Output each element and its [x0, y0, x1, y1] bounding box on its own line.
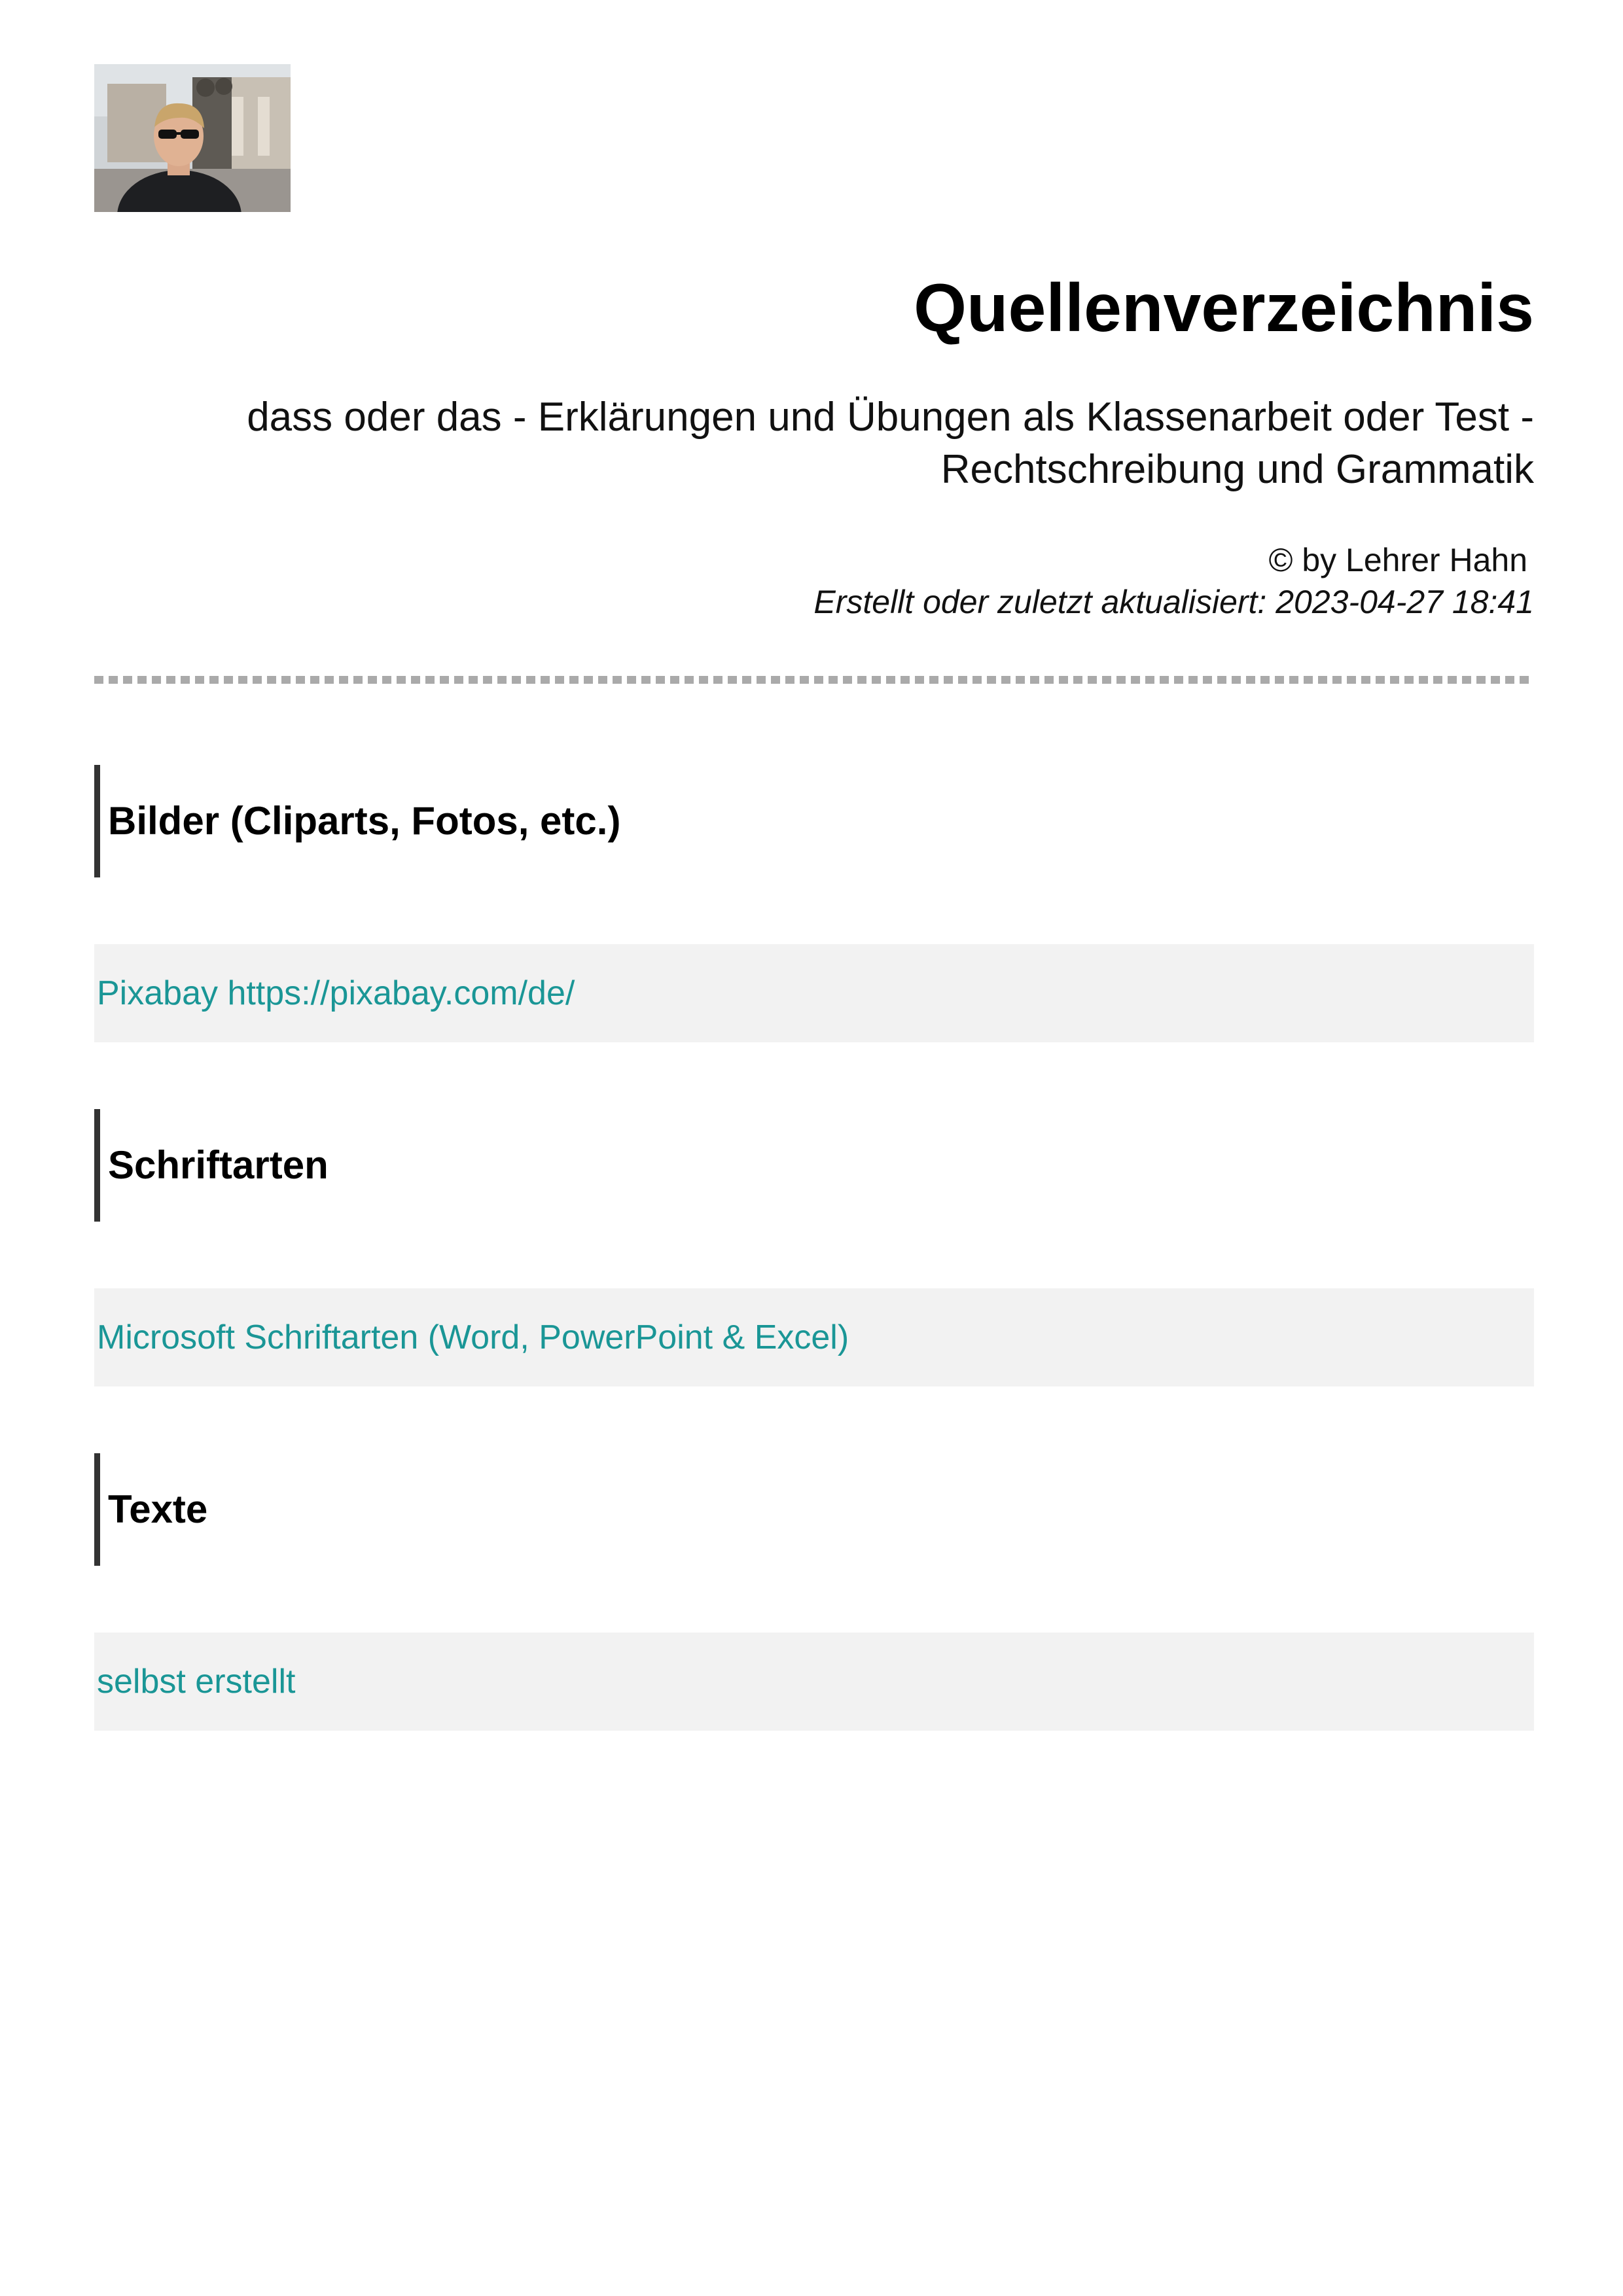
section-heading-label: Texte: [108, 1487, 208, 1532]
source-entry-fonts: [94, 1288, 1534, 1386]
document-page: [94, 64, 1534, 1731]
source-link-microsoft-fonts[interactable]: Microsoft Schriftarten (Word, PowerPoint & Excel): [97, 1318, 849, 1356]
source-link-self-created[interactable]: selbst erstellt: [97, 1662, 296, 1701]
section-heading-images: [94, 765, 1534, 877]
dotted-divider: [94, 675, 1534, 684]
author-photo: [94, 64, 291, 212]
updated-timestamp: Erstellt oder zuletzt aktualisiert: 2023-04-27 18:41: [813, 583, 1534, 620]
author-credit: © by Lehrer Hahn: [1268, 541, 1527, 578]
source-entry-texts: [94, 1633, 1534, 1731]
document-subtitle: [94, 391, 1534, 496]
source-entry-images: [94, 944, 1534, 1042]
source-link-pixabay[interactable]: Pixabay https://pixabay.com/de/: [97, 974, 575, 1012]
document-title: Quellenverzeichnis: [914, 270, 1534, 346]
subtitle-line-1: dass oder das - Erklärungen und Übungen als Klassenarbeit oder Test -: [247, 394, 1534, 440]
section-heading-label: Bilder (Cliparts, Fotos, etc.): [108, 799, 621, 843]
subtitle-line-2: Rechtschreibung und Grammatik: [940, 446, 1534, 492]
section-heading-label: Schriftarten: [108, 1143, 329, 1188]
section-heading-fonts: [94, 1109, 1534, 1222]
section-heading-texts: [94, 1453, 1534, 1566]
